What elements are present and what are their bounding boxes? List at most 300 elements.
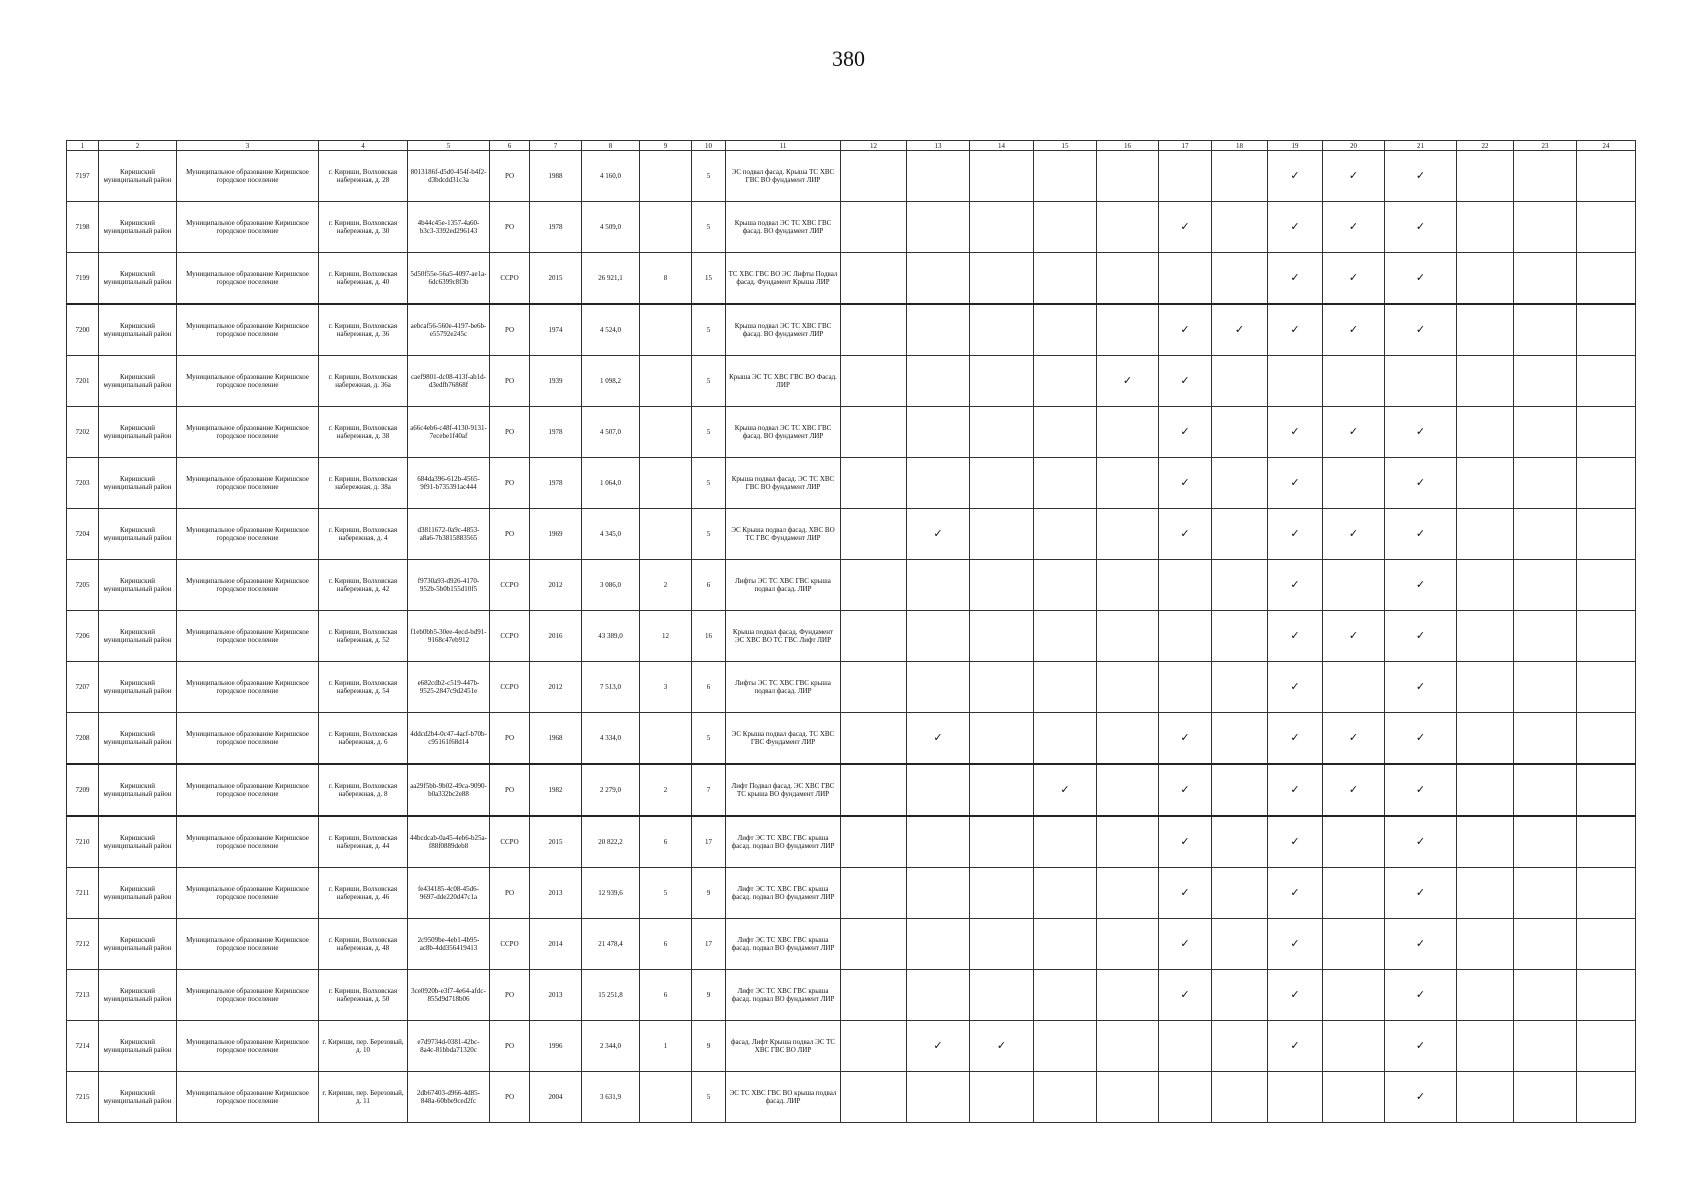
empty-cell: [1577, 407, 1636, 458]
col10-cell: 5: [692, 1072, 726, 1123]
type-cell: РО: [490, 1072, 530, 1123]
address-cell: г. Кириши, пер. Березовый, д. 10: [319, 1021, 408, 1072]
year-cell: 1978: [530, 458, 582, 509]
guid-cell: 3ce0920b-e3f7-4e64-afdc-855d9d718b06: [408, 970, 490, 1021]
empty-cell: [1577, 713, 1636, 765]
col9-cell: 2: [640, 764, 692, 816]
col9-cell: [640, 1072, 692, 1123]
guid-cell: f1eb0bb5-30ee-4ecd-bd91-9168c47eb912: [408, 611, 490, 662]
municipality-cell: Муниципальное образование Киришское городское поселение: [177, 202, 319, 253]
empty-cell: [1097, 509, 1159, 560]
col10-cell: 5: [692, 407, 726, 458]
col9-cell: 6: [640, 970, 692, 1021]
empty-cell: [841, 970, 907, 1021]
check-mark-icon: ✓: [1323, 509, 1385, 560]
municipality-cell: Муниципальное образование Киришское городское поселение: [177, 304, 319, 356]
row-number: 7208: [67, 713, 99, 765]
guid-cell: caef9801-dc08-413f-ab1d-d3edfb76868f: [408, 356, 490, 407]
column-header-5: 5: [408, 141, 490, 151]
empty-cell: [1097, 662, 1159, 713]
empty-cell: [1514, 611, 1577, 662]
type-cell: ССРО: [490, 560, 530, 611]
guid-cell: 684da396-612b-4565-9f91-b735391ac444: [408, 458, 490, 509]
check-mark-icon: ✓: [1268, 253, 1323, 305]
works-cell: Крыша подвал ЭС ТС ХВС ГВС фасад. ВО фундамент ЛИР: [726, 304, 841, 356]
empty-cell: [970, 868, 1034, 919]
year-cell: 2015: [530, 816, 582, 868]
type-cell: РО: [490, 202, 530, 253]
column-header-3: 3: [177, 141, 319, 151]
empty-cell: [1034, 253, 1097, 305]
empty-cell: [1097, 868, 1159, 919]
empty-cell: [1212, 970, 1268, 1021]
address-cell: г. Кириши, Волховская набережная, д. 4: [319, 509, 408, 560]
municipality-cell: Муниципальное образование Киришское городское поселение: [177, 1021, 319, 1072]
empty-cell: [1159, 611, 1212, 662]
empty-cell: [1097, 151, 1159, 202]
check-mark-icon: ✓: [1385, 970, 1457, 1021]
check-mark-icon: ✓: [1268, 202, 1323, 253]
check-mark-icon: ✓: [1268, 868, 1323, 919]
column-header-19: 19: [1268, 141, 1323, 151]
column-header-12: 12: [841, 141, 907, 151]
type-cell: РО: [490, 868, 530, 919]
row-number: 7210: [67, 816, 99, 868]
check-mark-icon: ✓: [1385, 151, 1457, 202]
type-cell: РО: [490, 356, 530, 407]
works-cell: фасад. Лифт Крыша подвал ЭС ТС ХВС ГВС ВО ЛИР: [726, 1021, 841, 1072]
address-cell: г. Кириши, Волховская набережная, д. 54: [319, 662, 408, 713]
check-mark-icon: ✓: [1323, 253, 1385, 305]
empty-cell: [1097, 816, 1159, 868]
address-cell: г. Кириши, Волховская набережная, д. 48: [319, 919, 408, 970]
empty-cell: [1034, 713, 1097, 765]
empty-cell: [970, 202, 1034, 253]
empty-cell: [841, 202, 907, 253]
check-mark-icon: ✓: [1268, 509, 1323, 560]
empty-cell: [1577, 1021, 1636, 1072]
col10-cell: 6: [692, 662, 726, 713]
year-cell: 2013: [530, 868, 582, 919]
check-mark-icon: ✓: [1159, 304, 1212, 356]
address-cell: г. Кириши, Волховская набережная, д. 36а: [319, 356, 408, 407]
district-cell: Киришский муниципальный район: [99, 253, 177, 305]
col9-cell: 8: [640, 253, 692, 305]
check-mark-icon: ✓: [1268, 662, 1323, 713]
empty-cell: [907, 560, 970, 611]
district-cell: Киришский муниципальный район: [99, 151, 177, 202]
col9-cell: 12: [640, 611, 692, 662]
empty-cell: [1577, 868, 1636, 919]
empty-cell: [1457, 713, 1514, 765]
check-mark-icon: ✓: [1159, 764, 1212, 816]
check-mark-icon: ✓: [907, 713, 970, 765]
empty-cell: [907, 816, 970, 868]
empty-cell: [1577, 816, 1636, 868]
check-mark-icon: ✓: [1159, 458, 1212, 509]
table-row: [67, 970, 1636, 1021]
area-cell: 7 513,0: [582, 662, 640, 713]
address-cell: г. Кириши, Волховская набережная, д. 36: [319, 304, 408, 356]
row-number: 7199: [67, 253, 99, 305]
district-cell: Киришский муниципальный район: [99, 509, 177, 560]
empty-cell: [1212, 1072, 1268, 1123]
empty-cell: [1323, 458, 1385, 509]
works-cell: Крыша подвал фасад. Фундамент ЭС ХВС ВО ТС ГВС Лифт ЛИР: [726, 611, 841, 662]
empty-cell: [1514, 970, 1577, 1021]
works-cell: ЭС подвал фасад. Крыша ТС ХВС ГВС ВО фундамент ЛИР: [726, 151, 841, 202]
empty-cell: [1457, 407, 1514, 458]
check-mark-icon: ✓: [907, 509, 970, 560]
header-row: [67, 141, 1636, 151]
empty-cell: [1514, 202, 1577, 253]
check-mark-icon: ✓: [1385, 816, 1457, 868]
check-mark-icon: ✓: [1212, 304, 1268, 356]
col10-cell: 5: [692, 304, 726, 356]
type-cell: РО: [490, 304, 530, 356]
row-number: 7202: [67, 407, 99, 458]
check-mark-icon: ✓: [1159, 868, 1212, 919]
column-header-23: 23: [1514, 141, 1577, 151]
column-header-22: 22: [1457, 141, 1514, 151]
check-mark-icon: ✓: [1385, 253, 1457, 305]
empty-cell: [970, 356, 1034, 407]
empty-cell: [1034, 816, 1097, 868]
empty-cell: [1097, 304, 1159, 356]
col9-cell: [640, 304, 692, 356]
col10-cell: 5: [692, 151, 726, 202]
empty-cell: [1323, 560, 1385, 611]
empty-cell: [841, 764, 907, 816]
check-mark-icon: ✓: [970, 1021, 1034, 1072]
col9-cell: [640, 458, 692, 509]
municipality-cell: Муниципальное образование Киришское городское поселение: [177, 356, 319, 407]
guid-cell: d3811672-0a9c-4853-a8a6-7b3815883565: [408, 509, 490, 560]
empty-cell: [907, 764, 970, 816]
works-cell: Лифты ЭС ТС ХВС ГВС крыша подвал фасад. ЛИР: [726, 560, 841, 611]
check-mark-icon: ✓: [1159, 356, 1212, 407]
area-cell: 3 631,9: [582, 1072, 640, 1123]
works-cell: Лифт Подвал фасад. ЭС ХВС ГВС ТС крыша ВО фундамент ЛИР: [726, 764, 841, 816]
empty-cell: [970, 560, 1034, 611]
year-cell: 2012: [530, 560, 582, 611]
check-mark-icon: ✓: [1323, 407, 1385, 458]
district-cell: Киришский муниципальный район: [99, 662, 177, 713]
district-cell: Киришский муниципальный район: [99, 356, 177, 407]
check-mark-icon: ✓: [1323, 713, 1385, 765]
empty-cell: [1212, 356, 1268, 407]
empty-cell: [1034, 560, 1097, 611]
empty-cell: [841, 253, 907, 305]
empty-cell: [1323, 919, 1385, 970]
works-cell: Крыша подвал ЭС ТС ХВС ГВС фасад. ВО фундамент ЛИР: [726, 407, 841, 458]
empty-cell: [1212, 202, 1268, 253]
empty-cell: [1577, 662, 1636, 713]
empty-cell: [907, 151, 970, 202]
municipality-cell: Муниципальное образование Киришское городское поселение: [177, 611, 319, 662]
empty-cell: [1097, 1072, 1159, 1123]
check-mark-icon: ✓: [1385, 713, 1457, 765]
empty-cell: [1457, 970, 1514, 1021]
row-number: 7214: [67, 1021, 99, 1072]
area-cell: 4 160,0: [582, 151, 640, 202]
guid-cell: 4ddcd2b4-0c47-4acf-b70b-c95161f68d14: [408, 713, 490, 765]
table-body: [67, 151, 1636, 1123]
col10-cell: 7: [692, 764, 726, 816]
check-mark-icon: ✓: [1385, 458, 1457, 509]
empty-cell: [1457, 662, 1514, 713]
empty-cell: [1577, 304, 1636, 356]
col9-cell: [640, 202, 692, 253]
type-cell: ССРО: [490, 919, 530, 970]
empty-cell: [1514, 304, 1577, 356]
table-row: [67, 713, 1636, 765]
address-cell: г. Кириши, Волховская набережная, д. 28: [319, 151, 408, 202]
empty-cell: [1034, 458, 1097, 509]
type-cell: ССРО: [490, 662, 530, 713]
guid-cell: 2c9509be-4eb1-4b95-ac8b-4dd356419413: [408, 919, 490, 970]
check-mark-icon: ✓: [1323, 304, 1385, 356]
column-header-13: 13: [907, 141, 970, 151]
empty-cell: [970, 611, 1034, 662]
area-cell: 4 509,0: [582, 202, 640, 253]
empty-cell: [1034, 1021, 1097, 1072]
empty-cell: [1514, 458, 1577, 509]
check-mark-icon: ✓: [1385, 560, 1457, 611]
empty-cell: [1577, 919, 1636, 970]
row-number: 7205: [67, 560, 99, 611]
empty-cell: [1034, 304, 1097, 356]
year-cell: 1996: [530, 1021, 582, 1072]
empty-cell: [1159, 1072, 1212, 1123]
empty-cell: [1097, 253, 1159, 305]
year-cell: 2004: [530, 1072, 582, 1123]
type-cell: РО: [490, 713, 530, 765]
municipality-cell: Муниципальное образование Киришское городское поселение: [177, 816, 319, 868]
empty-cell: [1212, 662, 1268, 713]
empty-cell: [1457, 253, 1514, 305]
empty-cell: [907, 868, 970, 919]
municipality-cell: Муниципальное образование Киришское городское поселение: [177, 868, 319, 919]
empty-cell: [841, 407, 907, 458]
area-cell: 1 098,2: [582, 356, 640, 407]
row-number: 7212: [67, 919, 99, 970]
address-cell: г. Кириши, Волховская набережная, д. 52: [319, 611, 408, 662]
municipality-cell: Муниципальное образование Киришское городское поселение: [177, 407, 319, 458]
table-row: [67, 356, 1636, 407]
check-mark-icon: ✓: [1159, 970, 1212, 1021]
check-mark-icon: ✓: [1268, 970, 1323, 1021]
empty-cell: [1212, 816, 1268, 868]
column-header-15: 15: [1034, 141, 1097, 151]
address-cell: г. Кириши, Волховская набережная, д. 8: [319, 764, 408, 816]
empty-cell: [1457, 868, 1514, 919]
district-cell: Киришский муниципальный район: [99, 611, 177, 662]
area-cell: 4 334,0: [582, 713, 640, 765]
empty-cell: [1514, 868, 1577, 919]
type-cell: РО: [490, 509, 530, 560]
table-row: [67, 1021, 1636, 1072]
empty-cell: [1457, 509, 1514, 560]
guid-cell: e682cdb2-c519-447b-9525-2847c9d2451e: [408, 662, 490, 713]
empty-cell: [1457, 1072, 1514, 1123]
empty-cell: [1097, 407, 1159, 458]
empty-cell: [970, 509, 1034, 560]
guid-cell: 4b44c45e-1357-4a60-b3c3-3392ed296143: [408, 202, 490, 253]
col10-cell: 5: [692, 202, 726, 253]
municipality-cell: Муниципальное образование Киришское городское поселение: [177, 713, 319, 765]
works-cell: Крыша подвал фасад. ЭС ТС ХВС ГВС ВО фундамент ЛИР: [726, 458, 841, 509]
column-header-4: 4: [319, 141, 408, 151]
empty-cell: [1457, 202, 1514, 253]
empty-cell: [1034, 662, 1097, 713]
district-cell: Киришский муниципальный район: [99, 560, 177, 611]
check-mark-icon: ✓: [1385, 1021, 1457, 1072]
works-cell: Крыша ЭС ТС ХВС ГВС ВО Фасад. ЛИР: [726, 356, 841, 407]
empty-cell: [1323, 1021, 1385, 1072]
municipality-cell: Муниципальное образование Киришское городское поселение: [177, 458, 319, 509]
empty-cell: [1457, 356, 1514, 407]
column-header-14: 14: [970, 141, 1034, 151]
year-cell: 2013: [530, 970, 582, 1021]
empty-cell: [907, 1072, 970, 1123]
empty-cell: [1268, 356, 1323, 407]
empty-cell: [1457, 560, 1514, 611]
row-number: 7213: [67, 970, 99, 1021]
guid-cell: 44bcdcab-0a45-4eb6-b25a-f88f0889deb8: [408, 816, 490, 868]
empty-cell: [1457, 1021, 1514, 1072]
empty-cell: [1097, 611, 1159, 662]
empty-cell: [1514, 919, 1577, 970]
address-cell: г. Кириши, Волховская набережная, д. 40: [319, 253, 408, 305]
empty-cell: [970, 816, 1034, 868]
empty-cell: [1034, 868, 1097, 919]
empty-cell: [907, 407, 970, 458]
municipality-cell: Муниципальное образование Киришское городское поселение: [177, 151, 319, 202]
works-cell: Лифт ЭС ТС ХВС ГВС крыша фасад. подвал ВО фундамент ЛИР: [726, 816, 841, 868]
empty-cell: [1034, 970, 1097, 1021]
column-header-10: 10: [692, 141, 726, 151]
empty-cell: [1097, 919, 1159, 970]
empty-cell: [1385, 356, 1457, 407]
empty-cell: [1457, 764, 1514, 816]
district-cell: Киришский муниципальный район: [99, 713, 177, 765]
empty-cell: [1034, 407, 1097, 458]
area-cell: 4 524,0: [582, 304, 640, 356]
check-mark-icon: ✓: [907, 1021, 970, 1072]
check-mark-icon: ✓: [1268, 560, 1323, 611]
guid-cell: 8013186f-d5d0-454f-b4f2-d3bdcdd31c3a: [408, 151, 490, 202]
check-mark-icon: ✓: [1385, 764, 1457, 816]
area-cell: 2 279,0: [582, 764, 640, 816]
check-mark-icon: ✓: [1385, 304, 1457, 356]
works-cell: Лифт ЭС ТС ХВС ГВС крыша фасад. подвал ВО фундамент ЛИР: [726, 919, 841, 970]
empty-cell: [841, 356, 907, 407]
address-cell: г. Кириши, Волховская набережная, д. 42: [319, 560, 408, 611]
column-header-20: 20: [1323, 141, 1385, 151]
row-number: 7200: [67, 304, 99, 356]
column-header-21: 21: [1385, 141, 1457, 151]
table-row: [67, 611, 1636, 662]
guid-cell: f9730a93-d926-4170-952b-5b0b155d10f5: [408, 560, 490, 611]
area-cell: 21 478,4: [582, 919, 640, 970]
empty-cell: [841, 662, 907, 713]
empty-cell: [1577, 253, 1636, 305]
works-cell: Лифт ЭС ТС ХВС ГВС крыша фасад. подвал ВО фундамент ЛИР: [726, 970, 841, 1021]
district-cell: Киришский муниципальный район: [99, 816, 177, 868]
check-mark-icon: ✓: [1159, 713, 1212, 765]
check-mark-icon: ✓: [1385, 611, 1457, 662]
guid-cell: 2db67403-d966-4d85-848a-60bbe9ced2fc: [408, 1072, 490, 1123]
table-row: [67, 407, 1636, 458]
empty-cell: [1159, 1021, 1212, 1072]
col9-cell: 1: [640, 1021, 692, 1072]
empty-cell: [1577, 509, 1636, 560]
empty-cell: [1212, 560, 1268, 611]
empty-cell: [1034, 151, 1097, 202]
empty-cell: [1212, 1021, 1268, 1072]
type-cell: ССРО: [490, 816, 530, 868]
empty-cell: [1159, 662, 1212, 713]
check-mark-icon: ✓: [1268, 764, 1323, 816]
empty-cell: [1323, 356, 1385, 407]
empty-cell: [1212, 713, 1268, 765]
district-cell: Киришский муниципальный район: [99, 407, 177, 458]
district-cell: Киришский муниципальный район: [99, 919, 177, 970]
check-mark-icon: ✓: [1385, 202, 1457, 253]
empty-cell: [841, 560, 907, 611]
type-cell: РО: [490, 407, 530, 458]
col10-cell: 15: [692, 253, 726, 305]
area-cell: 1 064,0: [582, 458, 640, 509]
empty-cell: [841, 509, 907, 560]
year-cell: 1982: [530, 764, 582, 816]
col10-cell: 6: [692, 560, 726, 611]
empty-cell: [907, 919, 970, 970]
municipality-cell: Муниципальное образование Киришское городское поселение: [177, 560, 319, 611]
column-header-8: 8: [582, 141, 640, 151]
table-row: [67, 919, 1636, 970]
year-cell: 2012: [530, 662, 582, 713]
empty-cell: [1212, 458, 1268, 509]
empty-cell: [1212, 151, 1268, 202]
empty-cell: [970, 151, 1034, 202]
area-cell: 12 939,6: [582, 868, 640, 919]
empty-cell: [1097, 202, 1159, 253]
check-mark-icon: ✓: [1268, 919, 1323, 970]
empty-cell: [841, 304, 907, 356]
year-cell: 1978: [530, 407, 582, 458]
check-mark-icon: ✓: [1385, 919, 1457, 970]
column-header-9: 9: [640, 141, 692, 151]
type-cell: РО: [490, 1021, 530, 1072]
empty-cell: [1514, 407, 1577, 458]
guid-cell: fe434185-4c08-45d6-9697-dde220d47c1a: [408, 868, 490, 919]
area-cell: 3 086,0: [582, 560, 640, 611]
check-mark-icon: ✓: [1268, 407, 1323, 458]
empty-cell: [1034, 1072, 1097, 1123]
type-cell: РО: [490, 151, 530, 202]
check-mark-icon: ✓: [1159, 509, 1212, 560]
empty-cell: [841, 1021, 907, 1072]
check-mark-icon: ✓: [1097, 356, 1159, 407]
works-cell: ЭС Крыша подвал фасад. ТС ХВС ГВС Фундамент ЛИР: [726, 713, 841, 765]
col10-cell: 5: [692, 458, 726, 509]
empty-cell: [1514, 253, 1577, 305]
empty-cell: [841, 458, 907, 509]
row-number: 7198: [67, 202, 99, 253]
empty-cell: [1577, 764, 1636, 816]
